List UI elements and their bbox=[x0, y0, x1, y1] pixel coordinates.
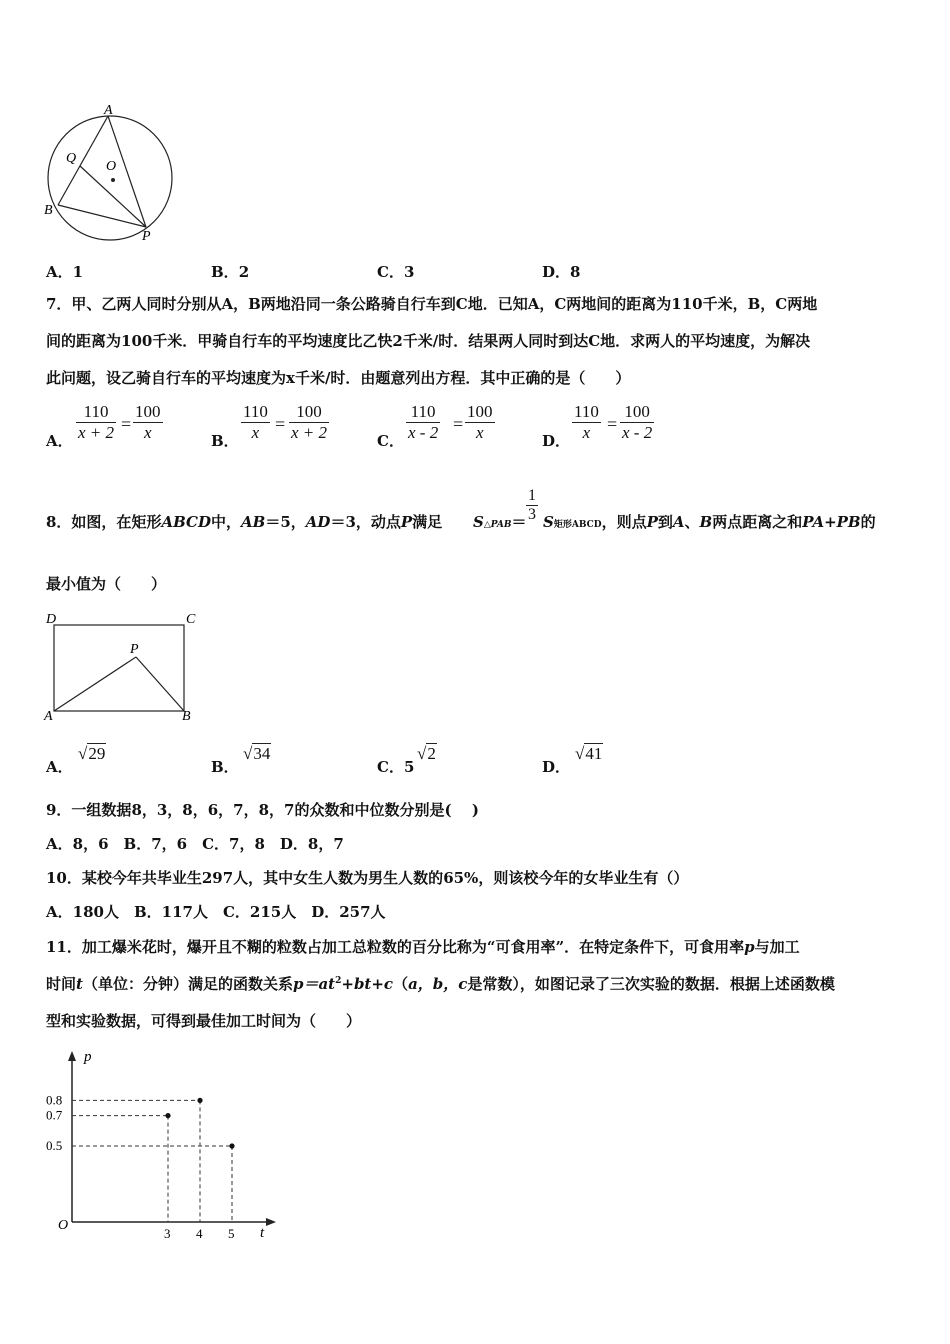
q7-line-2: 间的距离为100千米．甲骑自行车的平均速度比乙快2千米/时．结果两人同时到达C地．求两人的平均速度，为解决 bbox=[46, 332, 811, 350]
q8-option-a-letter: A． bbox=[46, 758, 73, 776]
q7-a-right-fraction: $\frac{100}{x}$ bbox=[135, 402, 161, 442]
q6-label-o: O bbox=[106, 159, 117, 174]
chart-point-2 bbox=[229, 1143, 234, 1148]
q6-label-b: B bbox=[44, 203, 53, 218]
chart-y-label: p bbox=[84, 1049, 92, 1065]
q7-line-1: 7．甲、乙两人同时分别从A，B两地沿同一条公路骑自行车到C地．已知A，C两地间的距离为110千米，B，C两地 bbox=[46, 295, 818, 313]
q7-option-b-letter: B． bbox=[211, 432, 239, 450]
q6-center-dot bbox=[111, 178, 115, 182]
q7-b-equals: = bbox=[275, 414, 286, 434]
q7-option-a-letter: A． bbox=[46, 432, 73, 450]
q8-area-formula: S△PAB＝ bbox=[473, 513, 527, 531]
q7-c-equals: = bbox=[453, 414, 464, 434]
chart-x-label: t bbox=[260, 1225, 265, 1240]
q6-line-bp bbox=[58, 205, 146, 227]
chart-y-tick-2: 0.8 bbox=[46, 1092, 63, 1108]
chart-x-tick-2: 5 bbox=[228, 1226, 235, 1240]
q8-one-third: $\frac{1}{3}$ bbox=[528, 487, 536, 523]
q8-option-d-letter: D． bbox=[542, 758, 571, 776]
q8-option-b-value: √34 bbox=[243, 744, 271, 763]
q7-b-right-fraction: $\frac{100}{x + 2}$ bbox=[291, 402, 328, 442]
q7-d-right-fraction: $\frac{100}{x - 2}$ bbox=[622, 402, 653, 442]
q7-b-left-fraction: $\frac{110}{x}$ bbox=[243, 402, 268, 442]
q7-c-right-fraction: $\frac{100}{x}$ bbox=[467, 402, 493, 442]
q9-text: 9．一组数据8，3，8，6，7，8，7的众数和中位数分别是( ) bbox=[46, 801, 479, 819]
q6-option-a: A．1 bbox=[46, 263, 84, 281]
chart-point-1 bbox=[197, 1098, 202, 1103]
q8-option-d-value: √41 bbox=[575, 744, 603, 763]
q8-label-a: A bbox=[44, 709, 53, 724]
q11-line-3: 型和实验数据，可得到最佳加工时间为（ ） bbox=[46, 1012, 362, 1030]
chart-point-0 bbox=[165, 1113, 170, 1118]
q11-line-1: 11．加工爆米花时，爆开且不糊的粒数占加工总粒数的百分比称为“可食用率”．在特定条件下，可食用率p与加工 bbox=[46, 938, 800, 956]
q10-options: A．180人 B．117人 C．215人 D．257人 bbox=[46, 903, 386, 921]
chart-x-axis-arrow bbox=[266, 1218, 276, 1226]
q7-option-c-letter: C． bbox=[377, 432, 404, 450]
q6-circle-figure bbox=[40, 100, 180, 245]
chart-origin-label: O bbox=[58, 1218, 69, 1233]
q8-option-c-letter: C．5 bbox=[377, 758, 415, 776]
q7-option-d-letter: D． bbox=[542, 432, 571, 450]
q7-line-3: 此问题，设乙骑自行车的平均速度为x千米/时．由题意列出方程．其中正确的是（ ） bbox=[46, 369, 631, 387]
chart-y-axis-arrow bbox=[68, 1051, 76, 1061]
q11-line-2: 时间t（单位：分钟）满足的函数关系$p=at^2+bt+c(a$，b，c是常数），如图记录了三次实验的数据．根据上述函数模 bbox=[46, 975, 835, 993]
q6-label-q: Q bbox=[66, 151, 77, 166]
chart-y-tick-1: 0.7 bbox=[46, 1107, 63, 1123]
q8-label-d: D bbox=[46, 612, 57, 627]
q7-a-equals: = bbox=[121, 414, 132, 434]
q8-option-a-value: √29 bbox=[78, 744, 106, 763]
q8-line-1: 8．如图，在矩形ABCD中，AB＝5，AD＝3，动点P满足 bbox=[46, 513, 443, 531]
q8-line-2: 最小值为（ ） bbox=[46, 575, 167, 593]
q8-rectangle-figure bbox=[40, 605, 210, 725]
chart-x-tick-0: 3 bbox=[164, 1226, 171, 1240]
chart-y-tick-0: 0.5 bbox=[46, 1138, 63, 1153]
q6-circle bbox=[48, 116, 172, 240]
q8-line-pb bbox=[136, 657, 184, 711]
q8-label-p: P bbox=[130, 642, 139, 657]
q7-d-equals: = bbox=[607, 414, 618, 434]
q6-label-a: A bbox=[104, 103, 113, 118]
q8-line-1-rest: S矩形ABCD，则点P到A、B两点距离之和PA+PB的 bbox=[543, 513, 876, 531]
q6-label-p: P bbox=[142, 229, 151, 244]
chart-x-tick-1: 4 bbox=[196, 1226, 203, 1240]
q7-a-left-fraction: $\frac{110}{x + 2}$ bbox=[78, 402, 115, 442]
q8-label-c: C bbox=[186, 612, 196, 627]
q7-d-left-fraction: $\frac{110}{x}$ bbox=[574, 402, 599, 442]
q11-chart bbox=[40, 1045, 290, 1240]
q8-line-ap bbox=[54, 657, 136, 711]
q6-option-d: D．8 bbox=[542, 263, 581, 281]
q7-c-left-fraction: $\frac{110}{x - 2}$ bbox=[408, 402, 439, 442]
q6-option-c: C．3 bbox=[377, 263, 415, 281]
q8-option-b-letter: B． bbox=[211, 758, 239, 776]
q8-option-c-value: √2 bbox=[417, 744, 436, 763]
q10-text: 10．某校今年共毕业生297人，其中女生人数为男生人数的65%，则该校今年的女毕业生有（） bbox=[46, 869, 689, 887]
q6-option-b: B．2 bbox=[211, 263, 250, 281]
q8-label-b: B bbox=[182, 709, 191, 724]
q9-options: A．8，6 B．7，6 C．7，8 D．8，7 bbox=[46, 835, 344, 853]
